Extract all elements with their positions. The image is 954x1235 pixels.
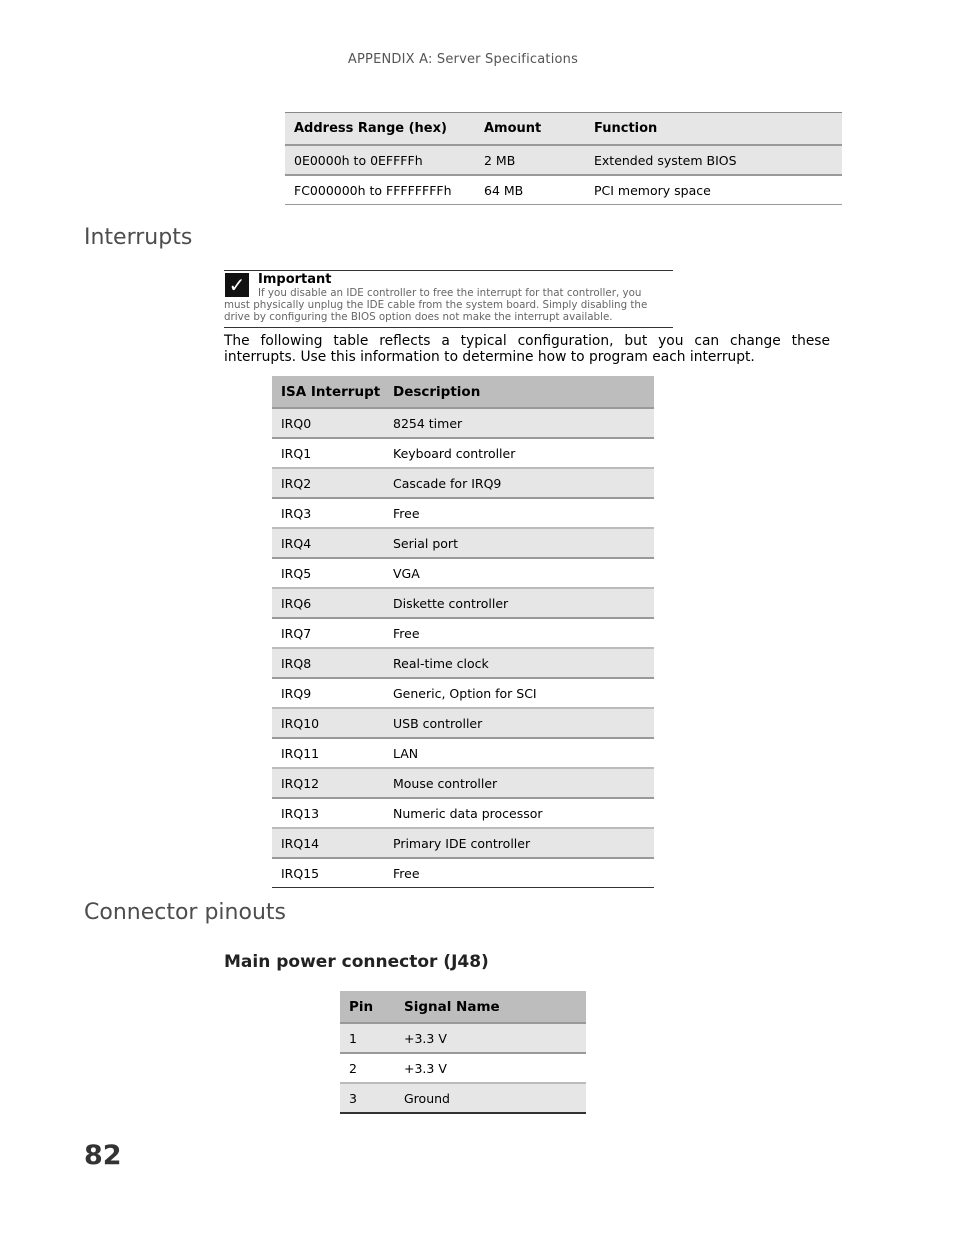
- column-header: Address Range (hex): [285, 113, 475, 146]
- table-cell: IRQ10: [272, 708, 384, 738]
- table-cell: USB controller: [384, 708, 654, 738]
- memory-address-table: [285, 112, 842, 205]
- table-row: [272, 468, 654, 498]
- table-cell: IRQ9: [272, 678, 384, 708]
- intro-paragraph: The following table reflects a typical configuration, but you can change these interrupts. Use this information to determine how to program each interrupt.: [224, 333, 830, 365]
- section-title-connector-pinouts: Connector pinouts: [84, 900, 286, 925]
- column-header: Description: [384, 376, 654, 408]
- table-cell: PCI memory space: [585, 175, 842, 205]
- table-row: [272, 558, 654, 588]
- table-cell: Serial port: [384, 528, 654, 558]
- table-cell: IRQ4: [272, 528, 384, 558]
- table-row: [272, 408, 654, 438]
- interrupt-table: [272, 376, 654, 888]
- table-row: [272, 528, 654, 558]
- table-row: [272, 678, 654, 708]
- table-cell: Real-time clock: [384, 648, 654, 678]
- table-cell: Free: [384, 498, 654, 528]
- table-cell: +3.3 V: [395, 1053, 586, 1083]
- table-row: [272, 858, 654, 888]
- table-row: [340, 1023, 586, 1053]
- table-cell: 1: [340, 1023, 395, 1053]
- table-cell: IRQ6: [272, 588, 384, 618]
- table-cell: Free: [384, 618, 654, 648]
- table-cell: IRQ0: [272, 408, 384, 438]
- table-cell: Numeric data processor: [384, 798, 654, 828]
- table-row: [285, 145, 842, 175]
- table-cell: VGA: [384, 558, 654, 588]
- table-row: [272, 738, 654, 768]
- note-text: If you disable an IDE controller to free the interrupt for that controller, you must physically unplug the IDE cable from the system board. Simply disabling the drive by configuring the BIOS option does not make the interrupt available.: [224, 287, 648, 323]
- table-cell: 64 MB: [475, 175, 585, 205]
- table-cell: IRQ5: [272, 558, 384, 588]
- table-cell: Primary IDE controller: [384, 828, 654, 858]
- table-cell: IRQ1: [272, 438, 384, 468]
- table-header-row: [340, 991, 586, 1023]
- column-header: Signal Name: [395, 991, 586, 1023]
- note-title: Important: [258, 272, 332, 287]
- table-cell: IRQ3: [272, 498, 384, 528]
- section-title-interrupts: Interrupts: [84, 225, 193, 250]
- table-cell: IRQ11: [272, 738, 384, 768]
- table-cell: IRQ14: [272, 828, 384, 858]
- table-row: [272, 498, 654, 528]
- running-head: APPENDIX A: Server Specifications: [347, 52, 579, 67]
- table-row: [272, 798, 654, 828]
- column-header: Amount: [475, 113, 585, 146]
- pinout-table: [340, 991, 586, 1114]
- table-row: [285, 175, 842, 205]
- column-header: Pin: [340, 991, 395, 1023]
- table-cell: Diskette controller: [384, 588, 654, 618]
- checkmark-icon: ✓: [225, 273, 249, 297]
- page-number: 82: [84, 1140, 122, 1171]
- table-cell: 2 MB: [475, 145, 585, 175]
- table-row: [340, 1053, 586, 1083]
- table-row: [272, 438, 654, 468]
- table-row: [272, 768, 654, 798]
- table-cell: 3: [340, 1083, 395, 1113]
- table-cell: Generic, Option for SCI: [384, 678, 654, 708]
- column-header: Function: [585, 113, 842, 146]
- table-row: [272, 588, 654, 618]
- table-header-row: [272, 376, 654, 408]
- table-cell: Free: [384, 858, 654, 888]
- table-row: [272, 648, 654, 678]
- table-cell: Keyboard controller: [384, 438, 654, 468]
- table-cell: Mouse controller: [384, 768, 654, 798]
- important-note: [224, 270, 673, 328]
- table-cell: IRQ13: [272, 798, 384, 828]
- table-cell: IRQ2: [272, 468, 384, 498]
- table-row: [272, 828, 654, 858]
- table-cell: IRQ15: [272, 858, 384, 888]
- table-cell: FC000000h to FFFFFFFFh: [285, 175, 475, 205]
- table-cell: Extended system BIOS: [585, 145, 842, 175]
- subsection-title: Main power connector (J48): [224, 952, 489, 972]
- table-cell: 8254 timer: [384, 408, 654, 438]
- table-cell: 0E0000h to 0EFFFFh: [285, 145, 475, 175]
- table-cell: Ground: [395, 1083, 586, 1113]
- table-cell: IRQ8: [272, 648, 384, 678]
- column-header: ISA Interrupt: [272, 376, 384, 408]
- table-cell: 2: [340, 1053, 395, 1083]
- table-row: [272, 708, 654, 738]
- table-cell: LAN: [384, 738, 654, 768]
- table-row: [340, 1083, 586, 1113]
- table-row: [272, 618, 654, 648]
- table-cell: Cascade for IRQ9: [384, 468, 654, 498]
- table-cell: IRQ7: [272, 618, 384, 648]
- table-cell: +3.3 V: [395, 1023, 586, 1053]
- table-header-row: [285, 113, 842, 146]
- table-cell: IRQ12: [272, 768, 384, 798]
